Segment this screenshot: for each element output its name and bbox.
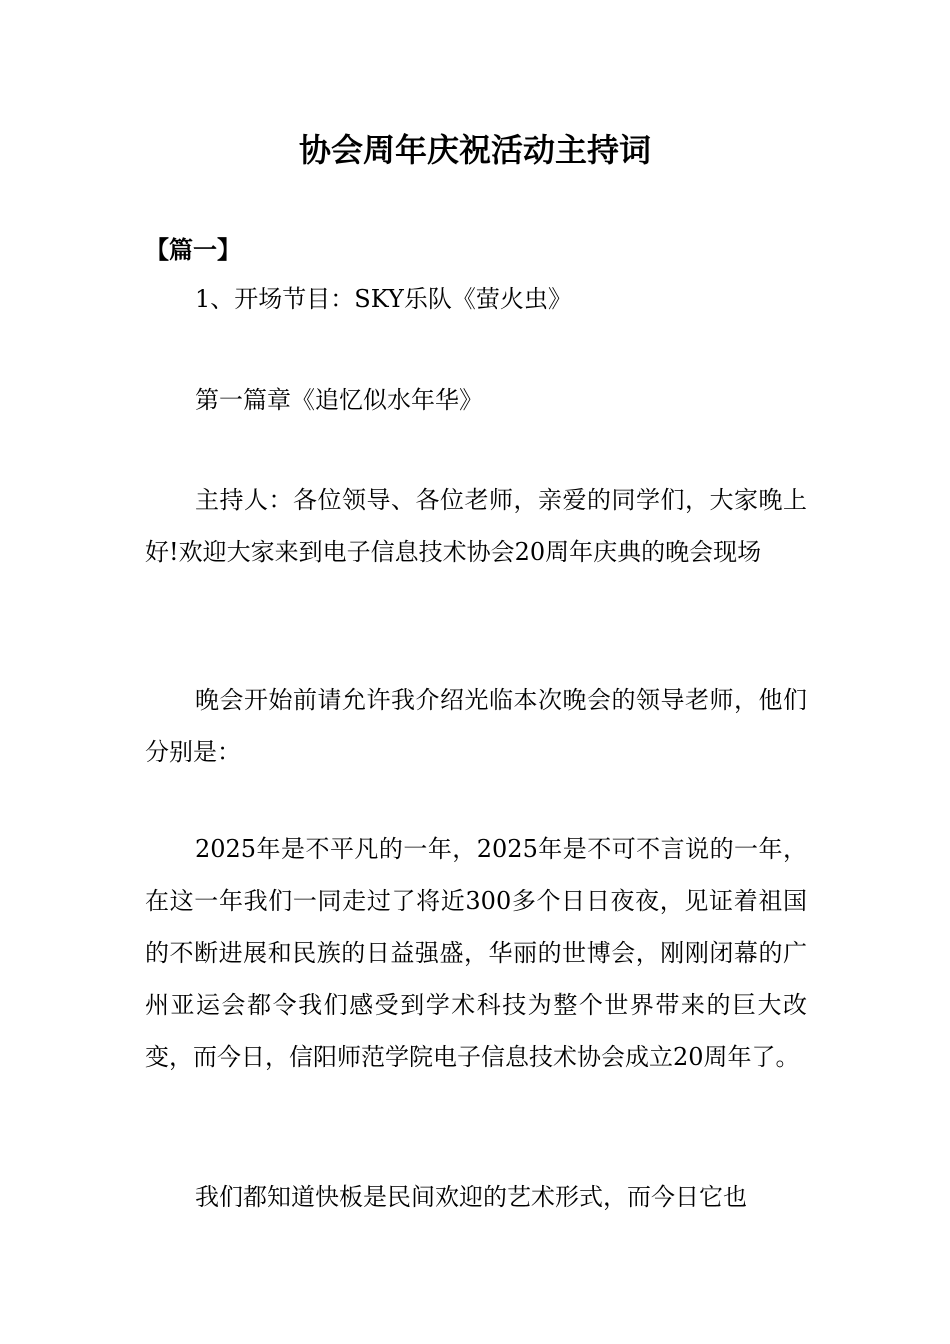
paragraph-year-review: 2025年是不平凡的一年，2025年是不可不言说的一年，在这一年我们一同走过了将近300多个日日夜夜，见证着祖国的不断进展和民族的日益强盛，华丽的世博会，刚刚闭幕的广州亚运会都令我们感受到学术科技为整个世界带来的巨大改变，而今日，信阳师范学院电子信息技术协会成立20周年了。 — [145, 835, 807, 1071]
paragraph-introduce-leaders: 晚会开始前请允许我介绍光临本次晚会的领导老师，他们分别是： — [145, 686, 807, 766]
section-label: 【篇一】 — [145, 236, 241, 264]
document-title: 协会周年庆祝活动主持词 — [298, 131, 651, 169]
paragraph-host-greeting: 主持人：各位领导、各位老师，亲爱的同学们，大家晚上好!欢迎大家来到电子信息技术协会20周年庆典的晚会现场 — [145, 486, 807, 566]
paragraph-chapter-title: 第一篇章《追忆似水年华》 — [195, 386, 483, 414]
paragraph-kuaiban-intro: 我们都知道快板是民间欢迎的艺术形式，而今日它也 — [195, 1183, 747, 1211]
paragraph-opening-program: 1、开场节目：SKY乐队《萤火虫》 — [195, 285, 572, 313]
